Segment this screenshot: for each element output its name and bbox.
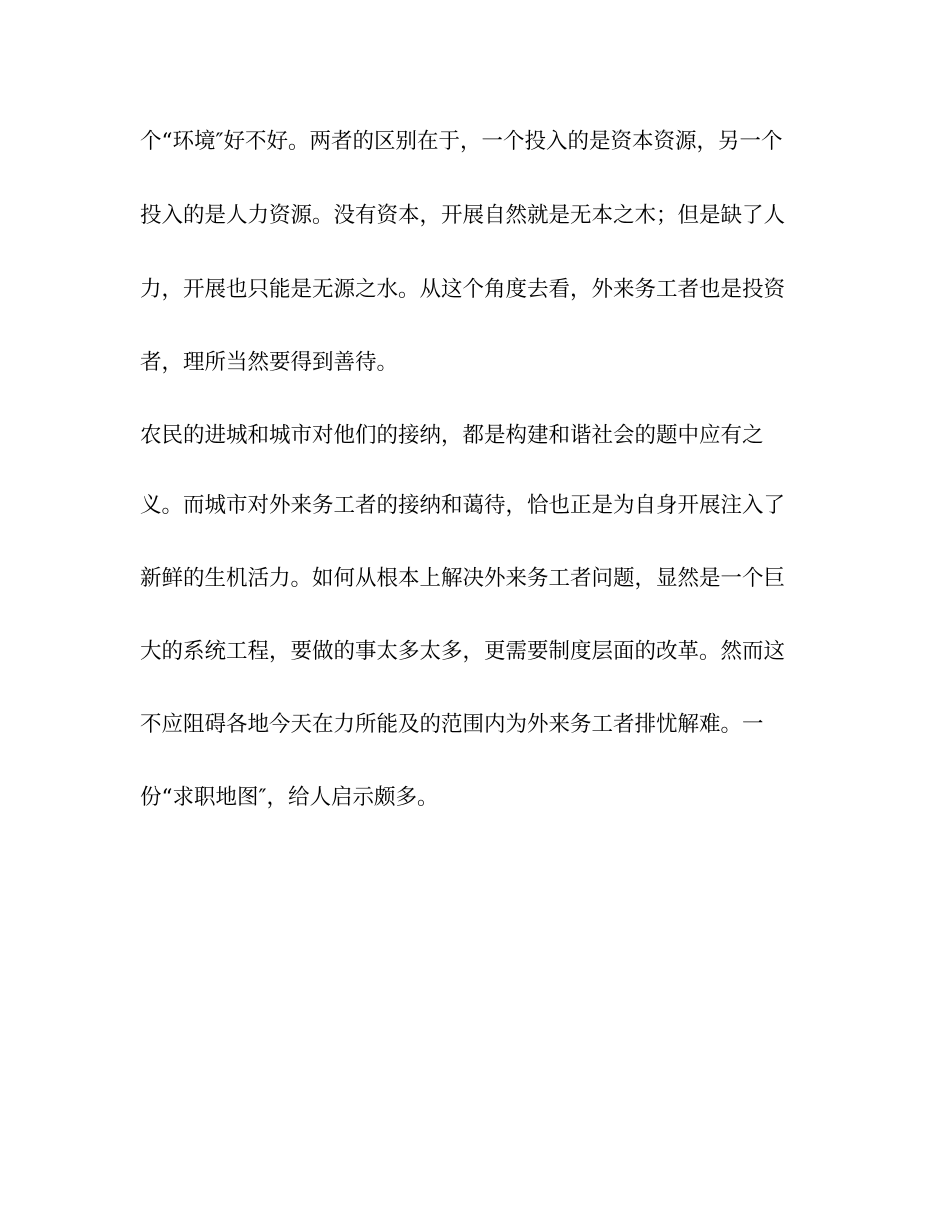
- text-line: 新鲜的生机活力。如何从根本上解决外来务工者问题，显然是一个巨: [140, 566, 786, 591]
- text-line: 力，开展也只能是无源之水。从这个角度去看，外来务工者也是投资: [140, 277, 786, 302]
- text-line: 大的系统工程，要做的事太多太多，更需要制度层面的改革。然而这: [140, 639, 786, 664]
- text-line: 义。而城市对外来务工者的接纳和蔼待，恰也正是为自身开展注入了: [140, 493, 786, 518]
- text-line: 投入的是人力资源。没有资本，开展自然就是无本之木；但是缺了人: [140, 203, 786, 228]
- text-line: 者，理所当然要得到善待。: [140, 350, 399, 375]
- text-line: 不应阻碍各地今天在力所能及的范围内为外来务工者排忧解难。一: [140, 712, 764, 737]
- text-line: 农民的进城和城市对他们的接纳，都是构建和谐社会的题中应有之: [140, 423, 764, 448]
- text-line: 个“环境″好不好。两者的区别在于，一个投入的是资本资源，另一个: [140, 129, 783, 154]
- text-line: 份“求职地图″，给人启示颇多。: [140, 785, 439, 810]
